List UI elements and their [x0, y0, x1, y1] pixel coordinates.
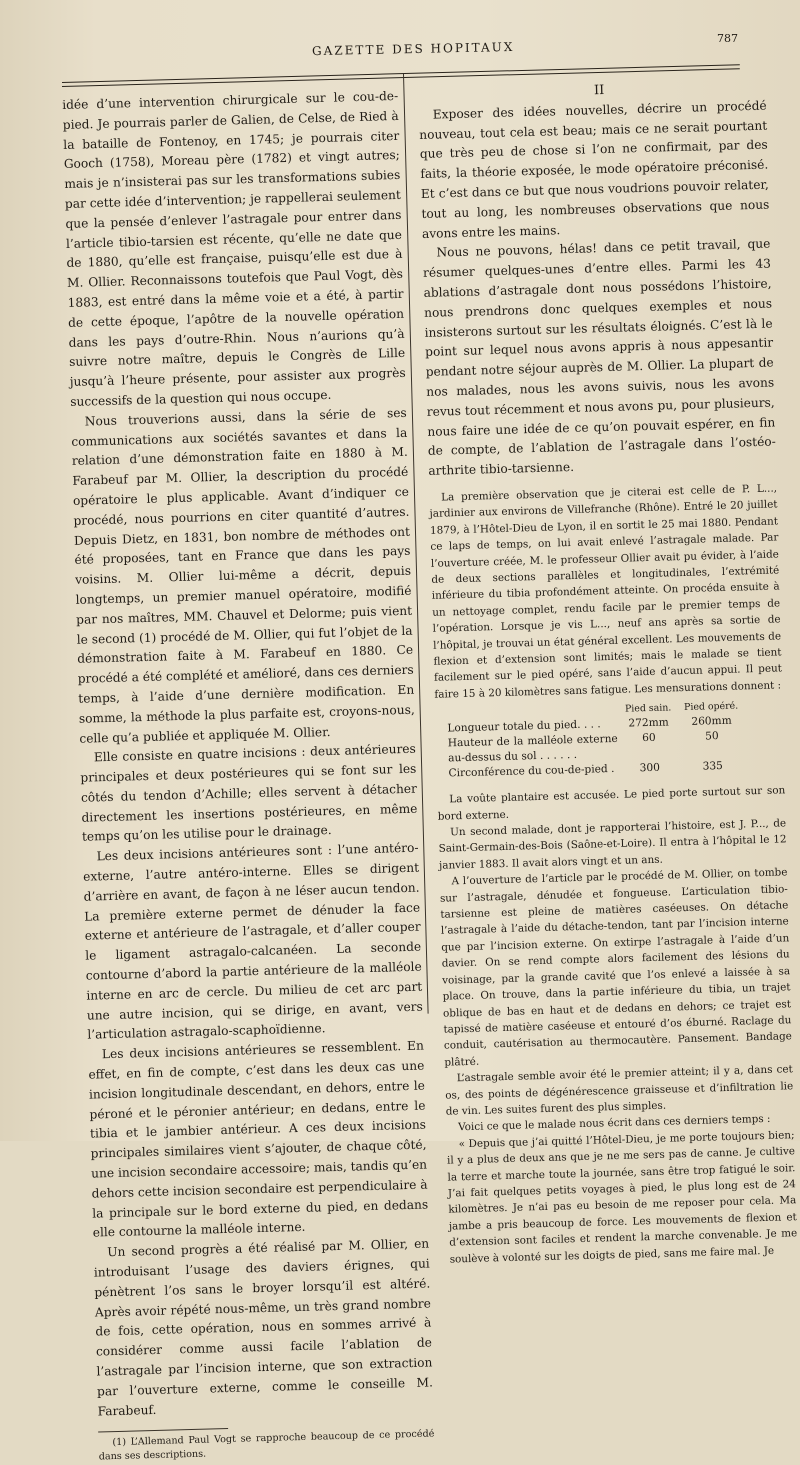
observation-2-paragraph-3: L’astragale semble avoir été le premier atteint; il y a, dans cet os, des points de dégénérescence graisseuse et d’infiltration lie de vin. Les suites furent des plus simples.: [445, 1063, 794, 1118]
left-paragraph-1: idée d’une intervention chirurgicale sur le cou-de-pied. Je pourrais parler de Galien, de Celse, de Ried à la bataille de Fontenoy, en 1745; je pourrais citer Gooch (1758), Moreau père (1782) et vingt autres; mais je n’insisterai pas sur les transformations subies par cette idée d’intervention; je rappellerai seulement que la pensée d’enlever l’astragale pour entrer dans l’article tibio-tarsien est récente, qu’elle ne date que de 1880, qu’elle est française, puisqu’elle est due à M. Ollier. Reconnaissons toutefois que Paul Vogt, dès 1883, est entré dans la même voie et a été, à partir de cette époque, l’apôtre de la nouvelle opération dans les pays d’outre-Rhin. Nous n’aurions qu’à suivre notre maître, depuis le Congrès de Lille jusqu’à l’heure présente, pour assister aux progrès successifs de la question qui nous occupe.: [62, 88, 406, 409]
left-paragraph-5: Les deux incisions antérieures se ressemblent. En effet, en fin de compte, c’est dans les deux cas une incision longitudinale descendant, en dehors, entre le péroné et le péronier antérieur; en dedans, entre le tibia et le jambier antérieur. A ces deux incisions principales similaires vient s’ajouter, de chaque côté, une incision secondaire accessoire; mais, tandis qu’en dehors cette incision secondaire est perpendiculaire à la principale sur le bord externe du pied, en dedans elle contourne la malléole interne.: [88, 1038, 429, 1241]
table-cell-healthy: 300: [639, 761, 661, 775]
right-paragraph-2: Nous ne pouvons, hélas! dans ce petit travail, que résumer quelques-unes d’entre elles. Parmi les 43 ablations d’astragale dont nous possédons l’histoire, nous prendrons donc quelques exemples et nous insisterons surtout sur les résultats éloignés. C’est là le point sur lequel nous avons appris à nous appesantir pendant notre séjour auprès de M. Ollier. La plupart de nos malades, nous les avons suivis, nous les avons revus tout récemment et nous avons pu, pour plusieurs, nous faire une idée de ce qu’on pouvait espérer, en fin de compte, de l’ablation de l’astragale dans l’ostéo-arthrite tibio-tarsienne.: [422, 236, 776, 478]
right-column: [418, 77, 798, 1268]
left-paragraph-4: Les deux incisions antérieures sont : l’une antéro-externe, l’autre antéro-interne. Elles se dirigent d’arrière en avant, de façon à ne léser aucun tendon. La première externe permet de dénuder la face externe et antérieure de l’astragale, et d’aller couper le ligament astragalo-calcanéen. La seconde contourne d’abord la partie antérieure de la malléole interne en arc de cercle. Du milieu de cet arc part une autre incision, qui se dirige, en avant, vers l’articulation astragalo-scaphoïdienne.: [82, 840, 423, 1043]
section-heading: II: [593, 82, 605, 99]
measurements-table: [445, 699, 747, 782]
left-column: [62, 87, 435, 1465]
observation-block: [429, 480, 798, 1267]
after-table-note: La voûte plantaire est accusée. Le pied porte surtout sur son bord externe.: [437, 784, 786, 823]
table-cell-healthy: 60: [642, 732, 656, 745]
table-row-label: Circonférence du cou-de-pied .: [448, 763, 615, 780]
left-paragraph-6: Un second progrès a été réalisé par M. Ollier, en introduisant l’usage des daviers érignes, qui pénètrent l’os sans le broyer lorsqu’il est altéré. Après avoir répété nous-même, un très grand nombre de fois, cette opération, nous en sommes arrivé à considérer comme aussi facile l’ablation de l’astragale par l’incision interne, que son extraction par l’ouverture externe, comme le conseille M. Farabeuf.: [93, 1236, 434, 1419]
observation-2-paragraph-1: Un second malade, dont je rapporterai l’histoire, est J. P..., de Saint-Germain-des-Bois (Saône-et-Loire). Il entra à l’hôpital le 12 janvier 1883. Il avait alors vingt et un ans.: [438, 817, 787, 872]
left-paragraph-2: Nous trouverions aussi, dans la série de ses communications aux sociétés savantes et dans la relation d’une démonstration faite en 1880 à M. Farabeuf par M. Ollier, la description du procédé opératoire le plus applicable. Avant d’indiquer ce procédé, nous pourrions en citer quantité d’autres. Depuis Dietz, en 1831, bon nombre de méthodes ont été proposées, tant en France que dans les pays voisins. M. Ollier lui-même a décrit, depuis longtemps, un premier manuel opératoire, modifié par nos maîtres, MM. Chauvel et Delorme; puis vient le second (1) procédé de M. Ollier, qui fut l’objet de la démonstration faite à M. Farabeuf en 1880. Ce procédé a été complété et amélioré, dans ces derniers temps, à l’aide d’une dernière modification. En somme, la méthode la plus parfaite est, croyons-nous, celle qu’a publiée et appliquée M. Ollier.: [71, 405, 415, 746]
left-paragraph-3: Elle consiste en quatre incisions : deux antérieures principales et deux postérieures qui se font sur les côtés du tendon d’Achille; elles servent à détacher directement les insertions postérieures, en même temps qu’on les utilise pour le drainage.: [80, 741, 418, 845]
running-title: GAZETTE DES HOPITAUX: [311, 39, 515, 59]
right-paragraph-1: Exposer des idées nouvelles, décrire un procédé nouveau, tout cela est beau; mais ce ne serait pourtant que très peu de chose si l’on ne confirmait, par des faits, la théorie exposée, le mode opératoire préconisé. Et c’est dans ce but que nous voudrions pouvoir relater, tout au long, les nombreuses observations que nous avons entre les mains.: [419, 98, 770, 241]
table-row-label: Hauteur de la malléole externe au-dessus du sol . . . . . .: [447, 733, 618, 765]
observation-2-paragraph-4: Voici ce que le malade nous écrit dans ces derniers temps :: [458, 1113, 771, 1134]
table-header-healthy: Pied sain.: [624, 702, 672, 715]
table-cell-healthy: 272mm: [628, 716, 669, 730]
observation-2-paragraph-2: A l’ouverture de l’article par le procédé de M. Ollier, on tombe sur l’astragale, dénudée et fongueuse. L’articulation tibio-tarsienne est pleine de matières caséeuses. On détache l’astragale à l’aide du détache-tendon, tant par l’incision interne que par l’incision externe. On extirpe l’astragale à l’aide d’un davier. On se rend compte alors facilement des lésions du voisinage, par la grande cavité que l’os enlevé a laissée à sa place. On trouve, dans la partie inférieure du tibia, un trajet oblique de bas en haut et de dedans en dehors; ce trajet est tapissé de matière caséeuse et entouré d’os éburné. Raclage du conduit, cautérisation au thermocautère. Pansement. Bandage plâtré.: [439, 866, 793, 1069]
table-header-operated: Pied opéré.: [683, 700, 739, 714]
footnote-rule: [98, 1428, 228, 1433]
table-row-label: Longueur totale du pied. . . .: [447, 718, 601, 735]
observation-2-quote: « Depuis que j’ai quitté l’Hôtel-Dieu, je me porte toujours bien; il y a plus de deux ans que je ne me sers pas de canne. Je cultive la terre et marche toute la journée, sans être trop fatigué le soir. J’ai fait quelques petits voyages à pied, le plus long est de 24 kilomètres. Je n’ai pas eu besoin de me reposer pour cela. Ma jambe a pris beaucoup de force. Les mouvements de flexion et d’extension sont faciles et rendent la marche convenable. Je me soulève à volonté sur les doigts de pied, sans me faire mal. Je: [446, 1128, 798, 1266]
page-header: [40, 28, 780, 68]
observation-1: La première observation que je citerai est celle de P. L..., jardinier aux environs de Villefranche (Rhône). Entré le 20 juillet 1879, à l’Hôtel-Dieu de Lyon, il en sortit le 25 mai 1880. Pendant ce laps de temps, on lui avait enlevé l’astragale malade. Par l’ouverture créée, M. le professeur Ollier avait pu évider, à l’aide de deux sections parallèles et longitudinales, l’extrémité inférieure du tibia profondément atteinte. On procéda ensuite à un nettoyage complet, rendu facile par le premier temps de l’opération. Lorsque je vis L..., neuf ans après sa sortie de l’hôpital, je trouvai un état général excellent. Les mouvements de flexion et d’extension sont limités; mais le malade se tient facilement sur le pied opéré, sans l’aide d’aucun appui. Il peut faire 15 à 20 kilomètres sans fatigue. Les mensurations donnent :: [429, 482, 783, 701]
footnote: (1) L’Allemand Paul Vogt se rapproche beaucoup de ce procédé dans ses descriptions.: [98, 1428, 435, 1463]
table-cell-operated: 50: [705, 730, 719, 743]
page-number: 787: [717, 32, 738, 45]
table-cell-operated: 335: [702, 760, 724, 773]
table-cell-operated: 260mm: [691, 714, 732, 729]
